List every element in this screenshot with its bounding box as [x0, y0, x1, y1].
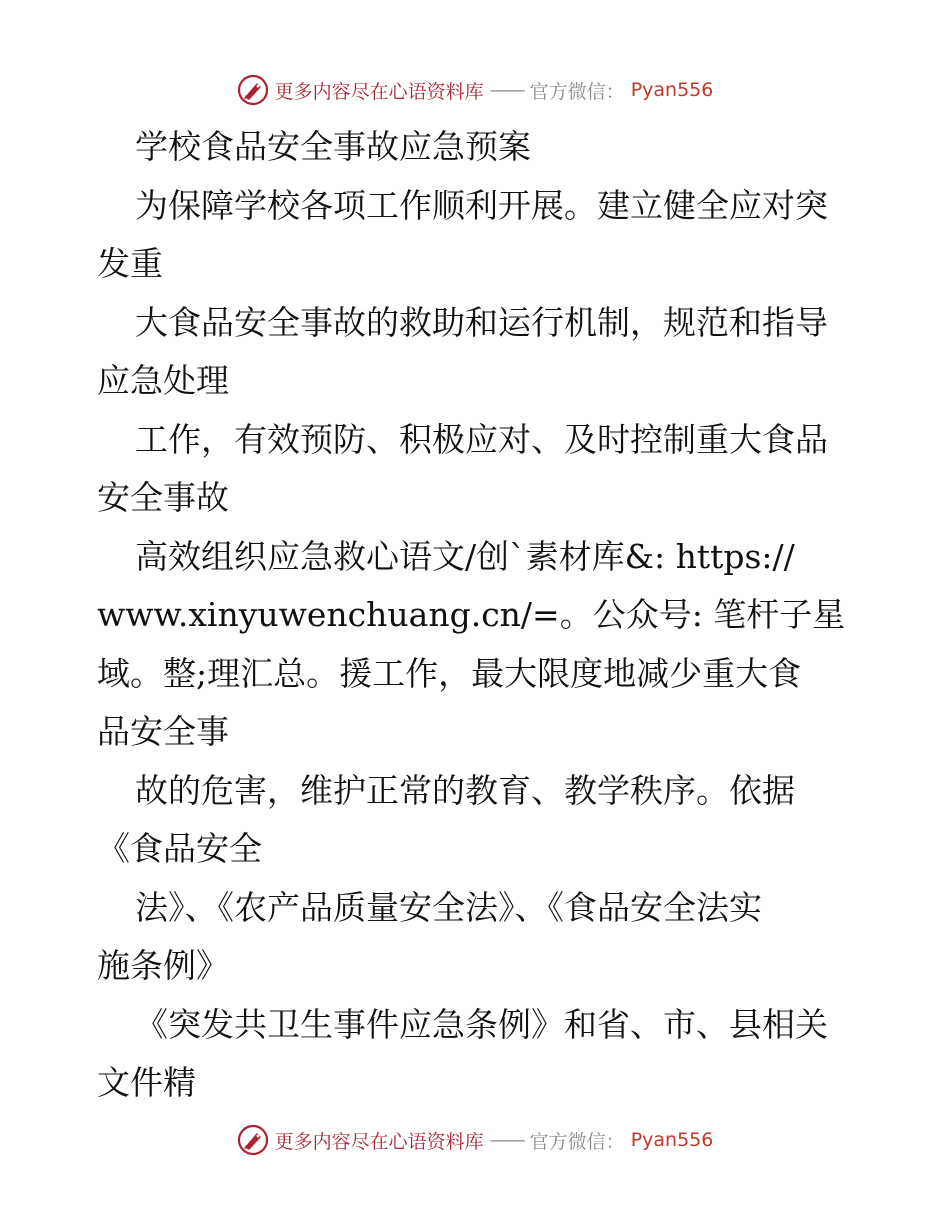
text-line: 《食品安全	[97, 829, 262, 868]
footer-wechat-label: 官方微信：	[529, 1130, 625, 1153]
header-banner-text: 更多内容尽在心语资料库	[274, 80, 484, 103]
text-line: 文件精	[97, 1063, 196, 1102]
text-line: 品安全事	[97, 712, 229, 751]
fountain-pen-logo-icon	[237, 1124, 269, 1156]
header-banner-separator: ——	[489, 79, 524, 101]
document-title: 学校食品安全事故应急预案	[135, 127, 531, 166]
footer-banner[interactable]	[0, 1120, 950, 1160]
text-line: 域。整;理汇总。援工作，最大限度地减少重大食	[97, 653, 802, 693]
text-line: 法》、《农产品质量安全法》、《食品安全法实	[135, 887, 762, 927]
text-line: 大食品安全事故的救助和运行机制，规范和指导	[135, 302, 828, 342]
footer-wechat-id: Pyan556	[630, 1129, 714, 1151]
header-banner[interactable]	[0, 70, 950, 110]
footer-banner-separator: ——	[489, 1129, 524, 1151]
text-line: 安全事故	[97, 478, 229, 517]
header-wechat-label: 官方微信：	[529, 80, 625, 103]
text-line: 《突发共卫生事件应急条例》和省、市、县相关	[135, 1004, 828, 1044]
text-line: 发重	[97, 244, 163, 283]
text-line: www.xinyuwenchuang.cn/=。公众号: 笔杆子星	[97, 595, 846, 634]
header-wechat-id: Pyan556	[630, 79, 714, 101]
text-line: 高效组织应急救心语文/创`素材库&: https://	[135, 536, 795, 576]
text-line: 为保障学校各项工作顺利开展。建立健全应对突	[135, 185, 828, 225]
text-line: 工作，有效预防、积极应对、及时控制重大食品	[135, 419, 828, 459]
text-line: 故的危害，维护正常的教育、教学秩序。依据	[135, 770, 795, 810]
document-body	[97, 118, 857, 1113]
footer-banner-text: 更多内容尽在心语资料库	[274, 1130, 484, 1153]
text-line: 施条例》	[97, 946, 229, 985]
fountain-pen-logo-icon	[237, 74, 269, 106]
text-line: 应急处理	[97, 361, 229, 400]
